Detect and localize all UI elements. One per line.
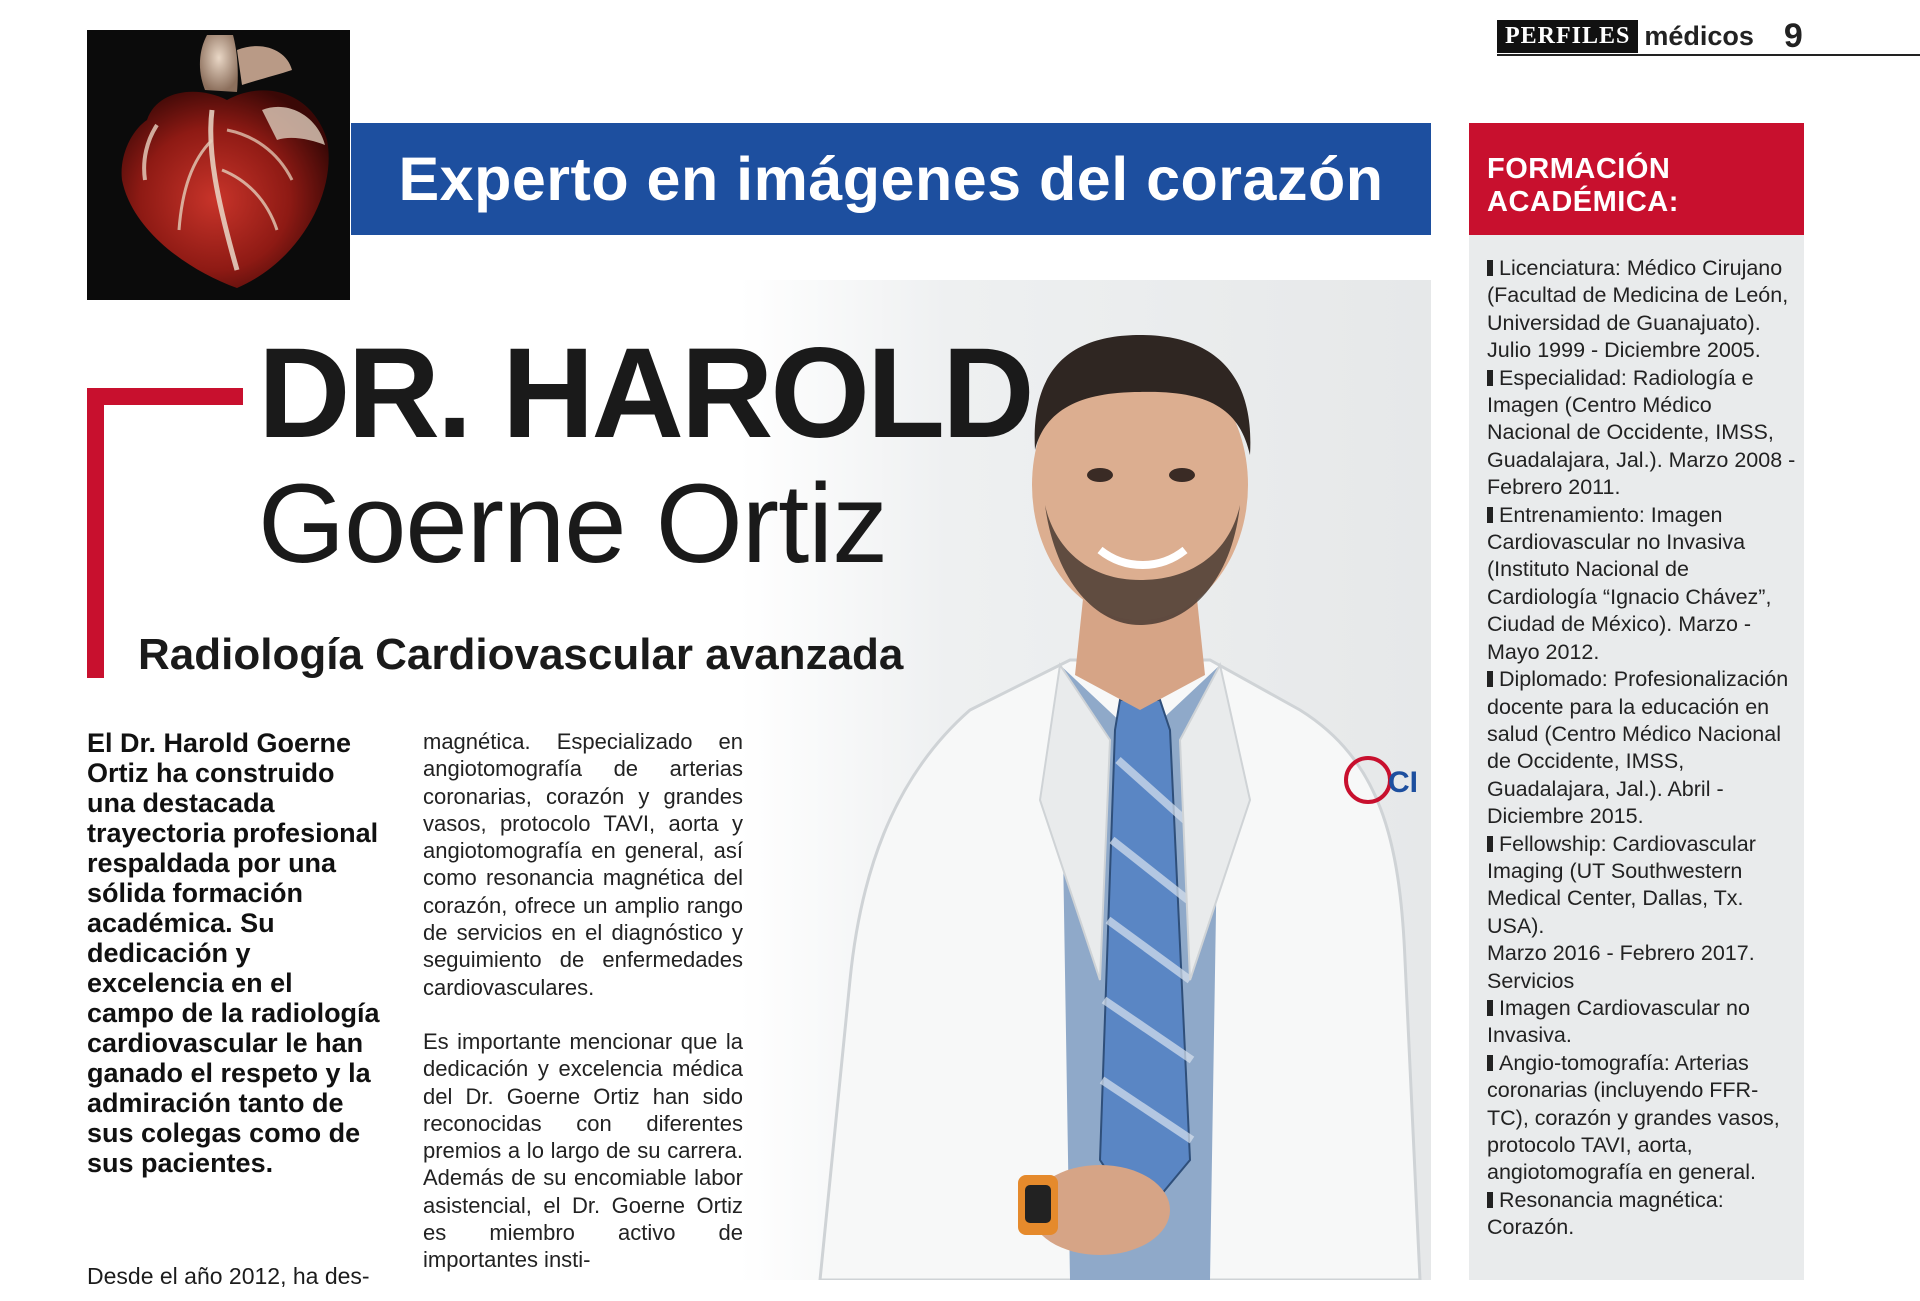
service-item: Angio-tomografía: Arterias coronarias (incluyendo FFR-TC), corazón y grandes vasos, protocolo TAVI, aorta, angiotomografía en general. [1487, 1050, 1780, 1185]
sidebar-heading [1469, 123, 1804, 235]
bullet-marker [1487, 1055, 1493, 1071]
article-column-2 [423, 728, 743, 1301]
service-item: Imagen Cardiovascular no Invasiva. [1487, 995, 1750, 1048]
education-list [1487, 255, 1797, 1242]
education-item: Licenciatura: Médico Cirujano (Facultad de Medicina de León, Universidad de Guanajuato). Julio 1999 - Diciembre 2005. [1487, 256, 1789, 363]
red-bracket-vertical [87, 388, 104, 678]
bullet-marker [1487, 671, 1493, 687]
sidebar-heading-line1: FORMACIÓN [1487, 153, 1671, 185]
bullet-marker [1487, 260, 1493, 276]
education-item: Entrenamiento: Imagen Cardiovascular no Invasiva (Instituto Nacional de Cardiología “Ignacio Chávez”, Ciudad de México). Marzo - Mayo 2012. [1487, 502, 1772, 664]
title-bar [351, 123, 1431, 235]
education-dates: Marzo 2016 - Febrero 2017. [1487, 941, 1755, 966]
masthead-section: médicos [1644, 20, 1754, 51]
education-item: Especialidad: Radiología e Imagen (Centro Médico Nacional de Occidente, IMSS, Guadalajara, Jal.). Marzo 2008 - Febrero 2011. [1487, 365, 1796, 500]
masthead [1497, 18, 1803, 54]
header-rule [1497, 54, 1920, 56]
heart-image [87, 30, 350, 300]
article-title: Experto en imágenes del corazón [398, 145, 1384, 213]
doctor-name-line2: Goerne Ortiz [258, 461, 888, 586]
bullet-marker [1487, 1192, 1493, 1208]
article-intro-tail: Desde el año 2012, ha des- [87, 1263, 370, 1289]
education-item: Fellowship: Cardiovascular Imaging (UT Southwestern Medical Center, Dallas, Tx. USA). [1487, 831, 1756, 938]
coat-logo: CI [1388, 766, 1418, 799]
bullet-marker [1487, 370, 1493, 386]
article-paragraph: magnética. Especializado en angiotomografía de arterias coronarias, corazón y grandes vasos, protocolo TAVI, aorta y angiotomografía en general, así como resonancia magnética del corazón, ofrece un amplio rango de servicios en el diagnóstico y seguimiento de enfermedades cardiovasculares. [423, 729, 743, 1000]
red-bracket-horizontal [87, 388, 243, 405]
doctor-specialty: Radiología Cardiovascular avanzada [138, 630, 904, 679]
doctor-name-line1: DR. HAROLD [258, 322, 1032, 465]
sidebar-heading-line2: ACADÉMICA: [1487, 186, 1679, 218]
page-number: 9 [1783, 16, 1803, 55]
services-heading: Servicios [1487, 968, 1575, 993]
article-paragraph: Es importante mencionar que la dedicación y excelencia médica del Dr. Goerne Ortiz han sido reconocidas con diferentes premios a lo largo de su carrera. Además de su encomiable labor asistencial, el Dr. Goerne Ortiz es miembro activo de importantes insti- [423, 1028, 743, 1273]
education-item: Diplomado: Profesionalización docente para la educación en salud (Centro Médico Nacional de Occidente, IMSS, Guadalajara, Jal.). Abril - Diciembre 2015. [1487, 667, 1789, 829]
bullet-marker [1487, 836, 1493, 852]
service-item: Resonancia magnética: Corazón. [1487, 1187, 1724, 1240]
bullet-marker [1487, 1000, 1493, 1016]
masthead-brand: PERFILES [1497, 20, 1638, 53]
bullet-marker [1487, 507, 1493, 523]
article-intro: El Dr. Harold Goerne Ortiz ha construido una destacada trayectoria profesional respaldada por una sólida formación académica. Su dedicación y excelencia en el campo de la radiología cardiovascular le han ganado el respeto y la admiración tanto de sus colegas como de sus pacientes. [87, 728, 380, 1178]
